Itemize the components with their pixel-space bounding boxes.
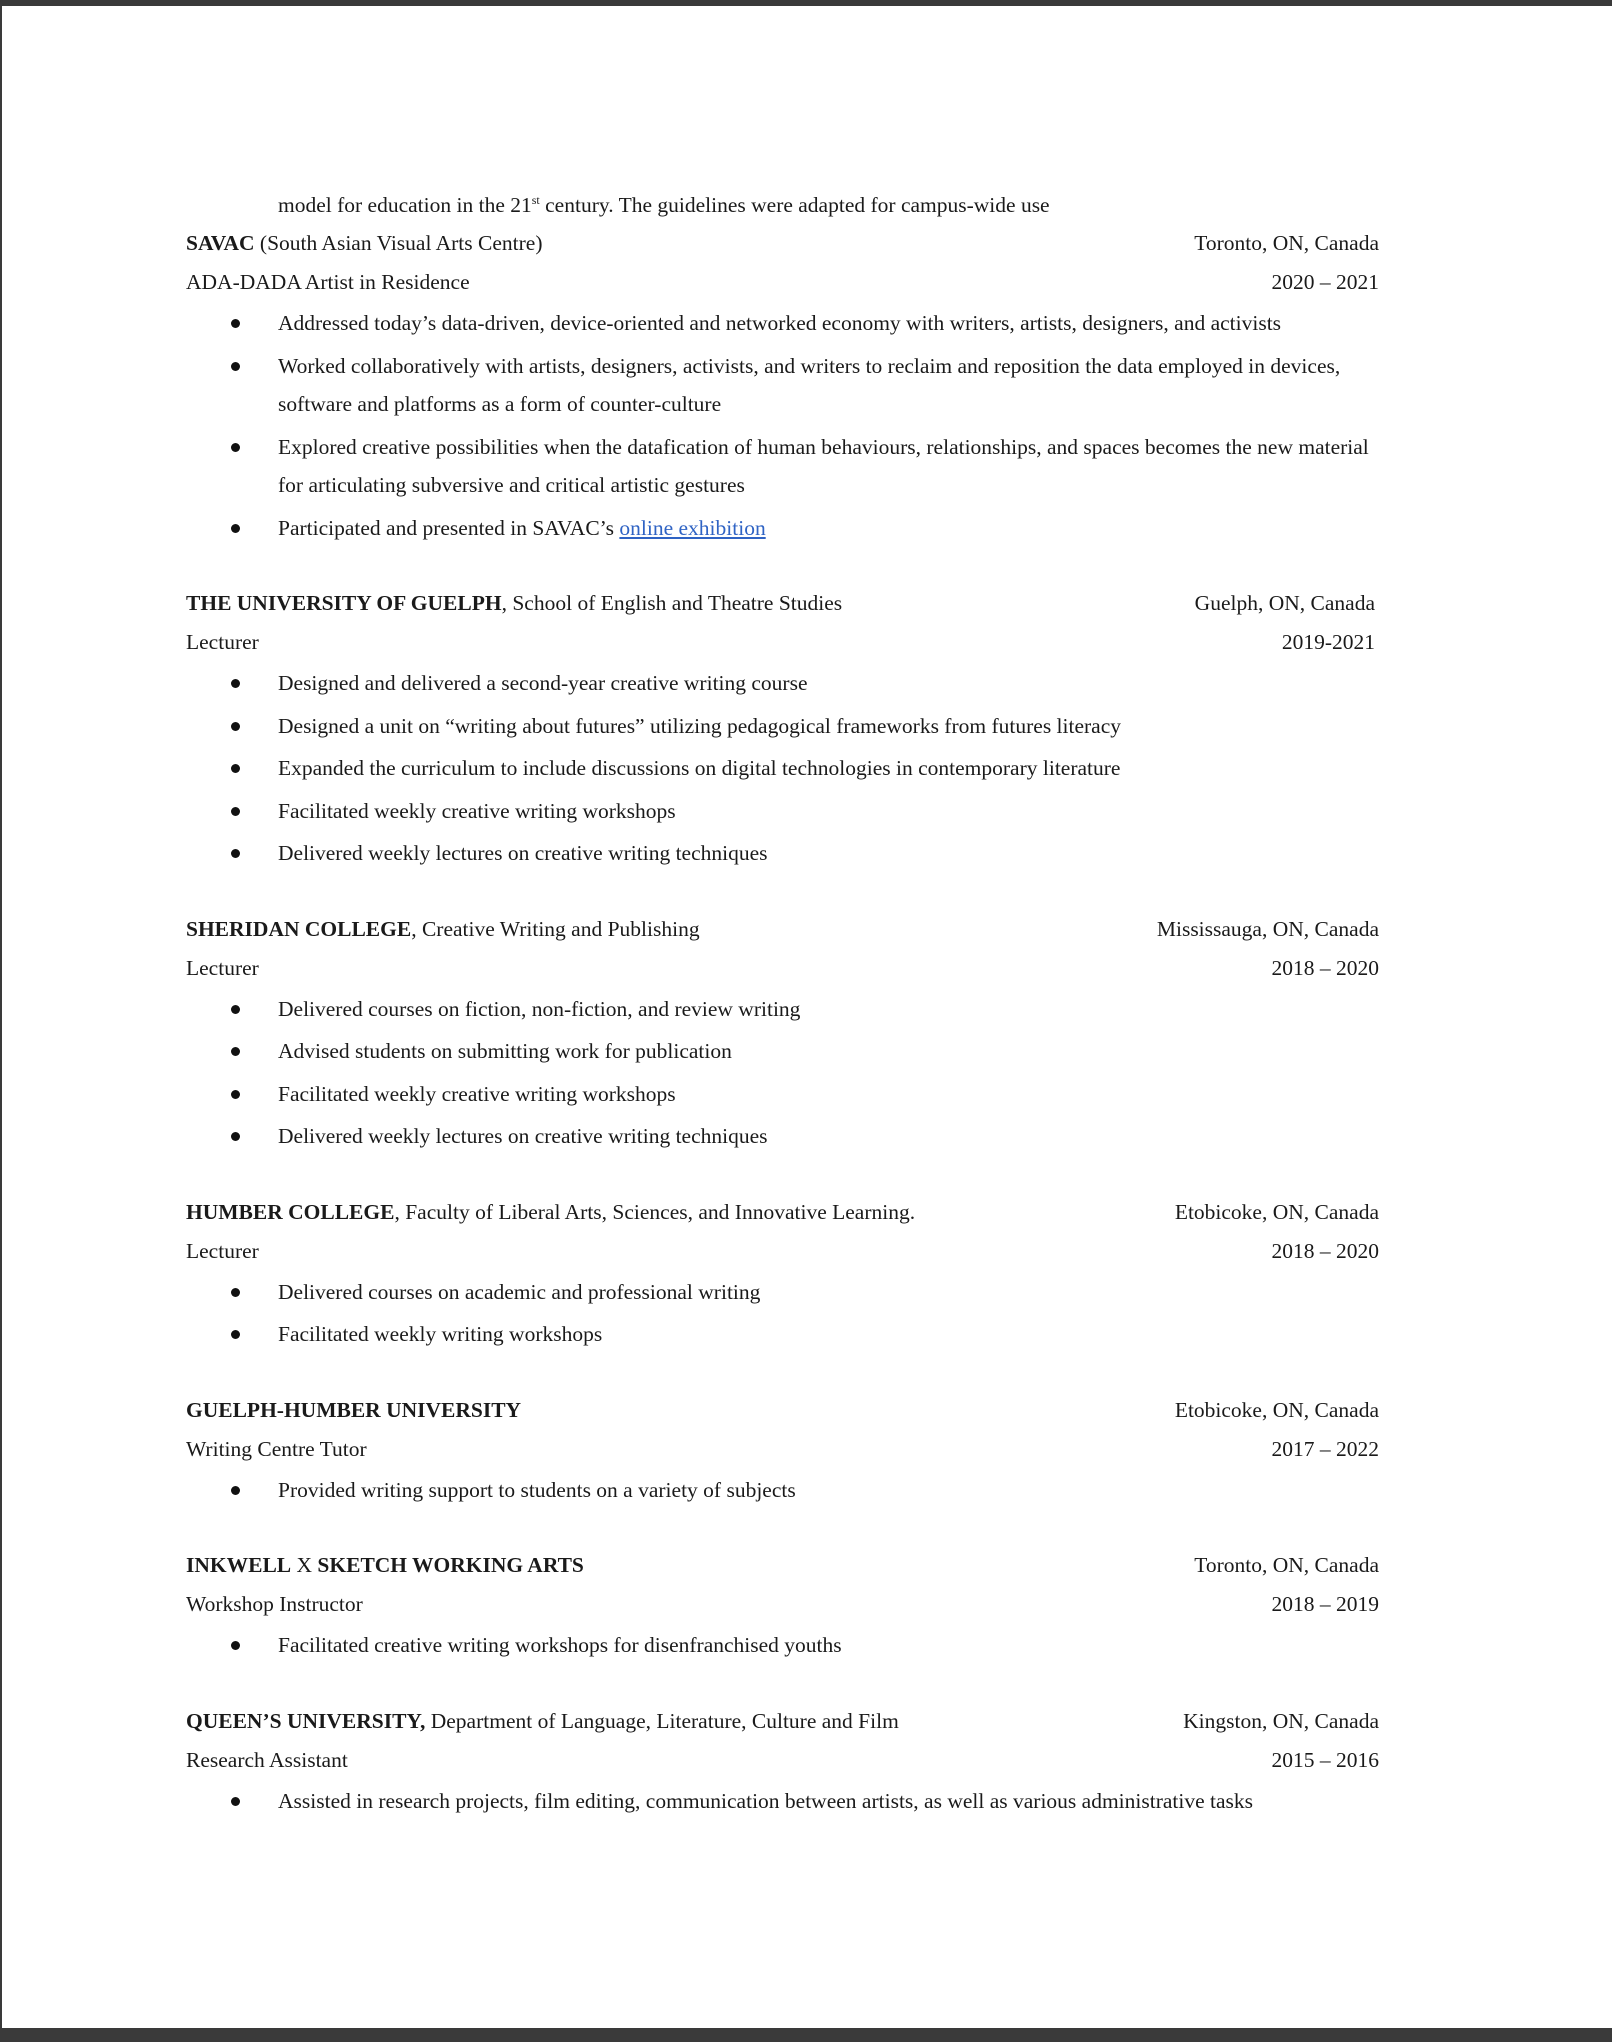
org-name: QUEEN’S UNIVERSITY,: [186, 1708, 426, 1733]
org-name: HUMBER COLLEGE: [186, 1199, 395, 1224]
list-item: Participated and presented in SAVAC’s online exhibition: [186, 509, 1381, 548]
role: Workshop Instructor: [186, 1592, 363, 1616]
org-department: , Creative Writing and Publishing: [411, 916, 700, 941]
list-item: Delivered weekly lectures on creative writing techniques: [186, 1117, 1381, 1156]
entry-role-row: [186, 622, 1381, 662]
dates: 2018 – 2020: [1271, 1238, 1379, 1263]
list-item: Designed and delivered a second-year creative writing course: [186, 664, 1381, 703]
online-exhibition-link[interactable]: online exhibition: [619, 515, 766, 540]
bullet-icon: [231, 319, 240, 328]
bullet-list: [186, 664, 1381, 873]
list-item: Assisted in research projects, film editing, communication between artists, as well as various administrative tasks: [186, 1782, 1381, 1821]
entry-header: [186, 910, 1381, 948]
entry-role-row: [186, 948, 1381, 988]
bullet-icon: [231, 1005, 240, 1014]
experience-entry-guelph-humber: [186, 1391, 1381, 1510]
org-heading: [186, 1391, 521, 1429]
experience-entry-inkwell: [186, 1546, 1381, 1665]
list-item: Expanded the curriculum to include discussions on digital technologies in contemporary literature: [186, 749, 1381, 788]
bullet-icon: [231, 1047, 240, 1056]
list-item: Explored creative possibilities when the datafication of human behaviours, relationships, and spaces becomes the new material for articulating subversive and critical artistic gestures: [186, 428, 1381, 505]
role: Writing Centre Tutor: [186, 1436, 367, 1461]
org-name: THE UNIVERSITY OF GUELPH: [186, 591, 502, 615]
bullet-list: [186, 1782, 1381, 1821]
window-bottom-border: [0, 2028, 1612, 2042]
dates: 2020 – 2021: [1271, 270, 1379, 294]
bullet-icon: [231, 1330, 240, 1339]
location: Toronto, ON, Canada: [1194, 1553, 1379, 1577]
entry-role-row: [186, 1584, 1381, 1624]
continued-line: model for education in the 21st century. The guidelines were adapted for campus-wide use: [278, 193, 1050, 217]
location: Kingston, ON, Canada: [1183, 1708, 1379, 1733]
org-name: GUELPH-HUMBER UNIVERSITY: [186, 1397, 522, 1422]
bullet-icon: [231, 1288, 240, 1297]
role: Lecturer: [186, 1238, 259, 1263]
org-heading: [186, 1546, 584, 1584]
experience-entry-humber: [186, 1193, 1381, 1354]
org-department: (South Asian Visual Arts Centre): [254, 231, 543, 255]
bullet-icon: [231, 1132, 240, 1141]
experience-entry-savac: [186, 224, 1381, 547]
list-item: Facilitated weekly creative writing workshops: [186, 1075, 1381, 1114]
bullet-list: [186, 1273, 1381, 1354]
location: Toronto, ON, Canada: [1194, 231, 1379, 255]
entry-header: [186, 224, 1381, 262]
list-item: Addressed today’s data-driven, device-oriented and networked economy with writers, artists, designers, and activists: [186, 304, 1381, 343]
entry-header: [186, 584, 1381, 622]
org-name: SHERIDAN COLLEGE: [186, 916, 412, 941]
bullet-list: [186, 304, 1381, 547]
entry-role-row: [186, 262, 1381, 302]
document-page: [186, 186, 1381, 1857]
experience-entry-guelph: [186, 584, 1381, 873]
bullet-icon: [231, 764, 240, 773]
org-heading: [186, 224, 542, 262]
dates: 2015 – 2016: [1271, 1747, 1379, 1772]
list-item: Delivered courses on academic and professional writing: [186, 1273, 1381, 1312]
window-top-border: [0, 0, 1612, 6]
entry-header: [186, 1702, 1381, 1740]
org-heading: [186, 1702, 899, 1740]
org-heading: [186, 1193, 915, 1231]
window-left-border: [0, 0, 2, 2042]
location: Mississauga, ON, Canada: [1156, 916, 1379, 941]
list-item: Facilitated weekly writing workshops: [186, 1315, 1381, 1354]
entry-role-row: [186, 1231, 1381, 1271]
dates: 2019-2021: [1281, 630, 1375, 654]
org-name: INKWELL: [186, 1553, 292, 1577]
entry-role-row: [186, 1740, 1381, 1780]
list-item: Advised students on submitting work for publication: [186, 1032, 1381, 1071]
bullet-list: [186, 990, 1381, 1156]
list-item: Facilitated weekly creative writing workshops: [186, 792, 1381, 831]
org-connector: X: [291, 1553, 318, 1577]
org-name: SAVAC: [186, 231, 255, 255]
list-item: Provided writing support to students on a variety of subjects: [186, 1471, 1381, 1510]
bullet-icon: [231, 443, 240, 452]
bullet-icon: [231, 679, 240, 688]
role: Lecturer: [186, 630, 259, 654]
org-department: , School of English and Theatre Studies: [501, 591, 843, 615]
bullet-list: [186, 1626, 1381, 1665]
list-item: Facilitated creative writing workshops for disenfranchised youths: [186, 1626, 1381, 1665]
role: ADA-DADA Artist in Residence: [186, 270, 470, 294]
bullet-icon: [231, 807, 240, 816]
location: Etobicoke, ON, Canada: [1174, 1199, 1379, 1224]
list-item: Delivered weekly lectures on creative writing techniques: [186, 834, 1381, 873]
org-department: Department of Language, Literature, Culture and Film: [425, 1708, 899, 1733]
location: Etobicoke, ON, Canada: [1174, 1397, 1379, 1422]
bullet-icon: [231, 849, 240, 858]
bullet-icon: [231, 1641, 240, 1650]
entry-header: [186, 1193, 1381, 1231]
org-name-second: SKETCH WORKING ARTS: [317, 1553, 584, 1577]
bullet-icon: [231, 1090, 240, 1099]
location: Guelph, ON, Canada: [1194, 591, 1375, 615]
bullet-icon: [231, 524, 240, 533]
org-heading: [186, 910, 700, 948]
bullet-icon: [231, 722, 240, 731]
role: Lecturer: [186, 955, 259, 980]
bullet-list: [186, 1471, 1381, 1510]
experience-entry-sheridan: [186, 910, 1381, 1156]
org-heading: [186, 584, 842, 622]
bullet-icon: [231, 362, 240, 371]
role: Research Assistant: [186, 1747, 348, 1772]
dates: 2018 – 2020: [1271, 955, 1379, 980]
experience-entry-queens: [186, 1702, 1381, 1821]
list-item: Worked collaboratively with artists, designers, activists, and writers to reclaim and reposition the data employed in devices, software and platforms as a form of counter-culture: [186, 347, 1381, 424]
org-department: , Faculty of Liberal Arts, Sciences, and Innovative Learning.: [394, 1199, 916, 1224]
entry-header: [186, 1391, 1381, 1429]
bullet-icon: [231, 1797, 240, 1806]
list-item: Designed a unit on “writing about futures” utilizing pedagogical frameworks from futures literacy: [186, 707, 1381, 746]
dates: 2018 – 2019: [1271, 1592, 1379, 1616]
dates: 2017 – 2022: [1271, 1436, 1379, 1461]
entry-header: [186, 1546, 1381, 1584]
list-item: Delivered courses on fiction, non-fiction, and review writing: [186, 990, 1381, 1029]
bullet-icon: [231, 1486, 240, 1495]
entry-role-row: [186, 1429, 1381, 1469]
